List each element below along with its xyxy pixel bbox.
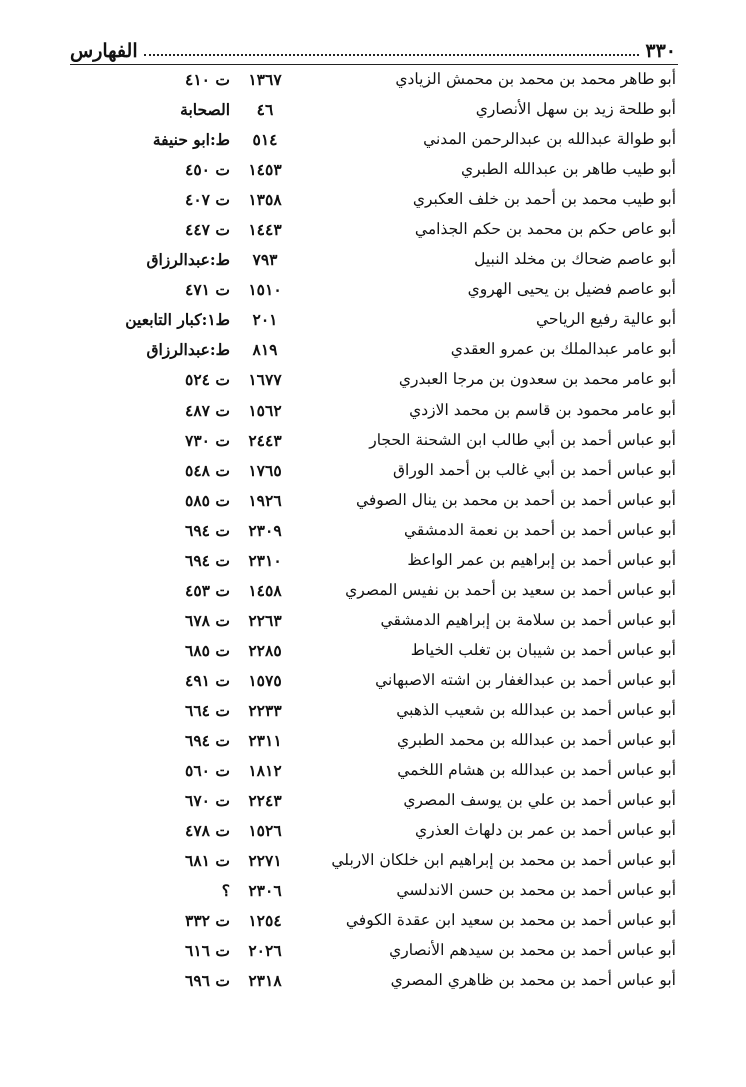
person-name: أبو عباس أحمد بن أحمد بن محمد بن ينال الصوفي: [355, 490, 676, 509]
entry-number: ١٥٦٢: [248, 400, 282, 420]
person-name: أبو عامر عبدالملك بن عمرو العقدي: [450, 340, 676, 359]
page-number: ٣٣٠: [645, 40, 676, 62]
index-row: [0, 276, 746, 306]
person-name: أبو عامر محمد بن سعدون بن مرجا العبدري: [398, 370, 676, 389]
person-name: أبو عباس أحمد بن محمد بن سيدهم الأنصاري: [389, 941, 676, 960]
death-year-or-class: ت ٥٦٠: [185, 761, 230, 781]
person-name: أبو عباس أحمد بن محمد بن حسن الاندلسي: [396, 881, 676, 900]
person-name: أبو عباس أحمد بن سلامة بن إبراهيم الدمشقي: [380, 610, 676, 629]
index-row: [0, 937, 746, 967]
person-name: أبو عباس أحمد بن محمد بن ظاهري المصري: [390, 971, 676, 990]
entry-number: ٢٢٤٣: [248, 791, 282, 811]
death-year-or-class: ط:عبدالرزاق: [146, 340, 230, 360]
death-year-or-class: الصحابة: [180, 100, 230, 120]
entry-number: ٢٢٨٥: [248, 640, 282, 660]
index-row: [0, 397, 746, 427]
person-name: أبو طيب محمد بن أحمد بن خلف العكبري: [412, 190, 676, 209]
person-name: أبو عباس أحمد بن محمد بن إبراهيم ابن خلكان الاربلي: [331, 851, 676, 870]
death-year-or-class: ت ٤٥٠: [185, 160, 230, 180]
person-name: أبو عباس أحمد بن عبدالله بن هشام اللخمي: [397, 761, 676, 780]
index-list: [0, 66, 746, 997]
death-year-or-class: ت ٤٩١: [185, 670, 230, 690]
entry-number: ٧٩٣: [252, 250, 278, 270]
entry-number: ١٢٥٤: [248, 911, 282, 931]
index-row: [0, 156, 746, 186]
death-year-or-class: ت ٦٧٠: [185, 791, 230, 811]
entry-number: ١٤٥٣: [248, 160, 282, 180]
index-row: [0, 547, 746, 577]
death-year-or-class: ت ٤٧٨: [185, 821, 230, 841]
entry-number: ٢٣٠٩: [248, 520, 282, 540]
index-row: [0, 487, 746, 517]
death-year-or-class: ت ٦٨٥: [185, 640, 230, 660]
index-row: [0, 757, 746, 787]
death-year-or-class: ت ٣٣٢: [185, 911, 230, 931]
death-year-or-class: ت ٧٣٠: [185, 430, 230, 450]
death-year-or-class: ت ٦١٦: [185, 941, 230, 961]
index-row: [0, 96, 746, 126]
entry-number: ٢٢٦٣: [248, 610, 282, 630]
person-name: أبو عاص حكم بن محمد بن حكم الجذامي: [414, 220, 676, 239]
person-name: أبو عباس أحمد بن عبدالله بن شعيب الذهبي: [396, 700, 676, 719]
entry-number: ١٥٧٥: [248, 670, 282, 690]
index-row: [0, 366, 746, 396]
person-name: أبو عامر محمود بن قاسم بن محمد الازدي: [409, 400, 676, 419]
index-row: [0, 877, 746, 907]
person-name: أبو عباس أحمد بن أحمد بن نعمة الدمشقي: [404, 520, 676, 539]
person-name: أبو عباس أحمد بن إبراهيم بن عمر الواعظ: [407, 550, 676, 569]
person-name: أبو عباس أحمد بن أبي طالب ابن الشحنة الحجار: [369, 430, 676, 449]
death-year-or-class: ت ٤٥٣: [185, 580, 230, 600]
page-header: [70, 38, 676, 62]
section-title: الفهارس: [70, 40, 138, 62]
entry-number: ٢٠١: [252, 310, 278, 330]
person-name: أبو عباس أحمد بن علي بن يوسف المصري: [403, 791, 676, 810]
death-year-or-class: ت ٦٦٤: [185, 700, 230, 720]
death-year-or-class: ط:ابو حنيفة: [152, 130, 230, 150]
death-year-or-class: ت ٦٩٤: [185, 520, 230, 540]
death-year-or-class: ت ٤٤٧: [185, 220, 230, 240]
index-row: [0, 216, 746, 246]
index-row: [0, 517, 746, 547]
person-name: أبو عباس أحمد بن عمر بن دلهاث العذري: [414, 821, 676, 840]
entry-number: ١٧٦٥: [248, 460, 282, 480]
entry-number: ٤٦: [256, 100, 274, 120]
index-row: [0, 126, 746, 156]
index-row: [0, 186, 746, 216]
entry-number: ٢٣٠٦: [248, 881, 282, 901]
index-row: [0, 907, 746, 937]
index-row: [0, 306, 746, 336]
entry-number: ٢٣١٠: [248, 550, 282, 570]
person-name: أبو عباس أحمد بن محمد بن سعيد ابن عقدة الكوفي: [345, 911, 676, 930]
entry-number: ١٤٥٨: [248, 580, 282, 600]
entry-number: ١٤٤٣: [248, 220, 282, 240]
index-row: [0, 246, 746, 276]
index-row: [0, 697, 746, 727]
death-year-or-class: ت ٥٢٤: [185, 370, 230, 390]
index-row: [0, 637, 746, 667]
entry-number: ٨١٩: [252, 340, 278, 360]
death-year-or-class: ت ٤٠٧: [185, 190, 230, 210]
index-row: [0, 667, 746, 697]
death-year-or-class: ت ٤٨٧: [185, 400, 230, 420]
entry-number: ٢٢٣٣: [248, 700, 282, 720]
index-row: [0, 727, 746, 757]
person-name: أبو عباس أحمد بن سعيد بن أحمد بن نفيس المصري: [345, 580, 676, 599]
person-name: أبو طاهر محمد بن محمد بن محمش الزيادي: [395, 70, 676, 88]
person-name: أبو عباس أحمد بن عبدالله بن محمد الطبري: [397, 731, 676, 750]
person-name: أبو عاصم ضحاك بن مخلد النبيل: [474, 250, 676, 269]
entry-number: ٢٠٢٦: [248, 941, 282, 961]
person-name: أبو عباس أحمد بن عبدالغفار بن اشته الاصبهاني: [375, 670, 676, 689]
index-row: [0, 577, 746, 607]
person-name: أبو طلحة زيد بن سهل الأنصاري: [475, 100, 676, 119]
index-row: [0, 817, 746, 847]
index-row: [0, 847, 746, 877]
person-name: أبو عباس أحمد بن شيبان بن تغلب الخياط: [410, 640, 676, 659]
death-year-or-class: ت ٥٨٥: [185, 490, 230, 510]
entry-number: ٢٣١١: [248, 731, 282, 751]
entry-number: ١٩٢٦: [248, 490, 282, 510]
dotted-leader: [144, 54, 640, 56]
person-name: أبو طوالة عبدالله بن عبدالرحمن المدني: [423, 130, 676, 149]
death-year-or-class: ط١:كبار التابعين: [125, 310, 230, 330]
death-year-or-class: ط:عبدالرزاق: [146, 250, 230, 270]
entry-number: ٢٣١٨: [248, 971, 282, 991]
death-year-or-class: ت ٥٤٨: [185, 460, 230, 480]
death-year-or-class: ت ٦٩٤: [185, 550, 230, 570]
person-name: أبو طيب طاهر بن عبدالله الطبري: [460, 160, 676, 179]
index-row: [0, 787, 746, 817]
entry-number: ٢٢٧١: [248, 851, 282, 871]
entry-number: ١٣٥٨: [248, 190, 282, 210]
index-row: [0, 427, 746, 457]
death-year-or-class: ت ٤٧١: [185, 280, 230, 300]
death-year-or-class: ت ٦٨١: [185, 851, 230, 871]
person-name: أبو عالية رفيع الرياحي: [535, 310, 676, 329]
index-row: [0, 66, 746, 96]
entry-number: ٥١٤: [252, 130, 278, 150]
index-row: [0, 967, 746, 997]
entry-number: ١٦٧٧: [248, 370, 282, 390]
index-row: [0, 607, 746, 637]
entry-number: ١٥٢٦: [248, 821, 282, 841]
entry-number: ١٨١٢: [248, 761, 282, 781]
index-row: [0, 457, 746, 487]
header-rule: [70, 64, 678, 65]
death-year-or-class: ت ٦٩٤: [185, 731, 230, 751]
index-row: [0, 336, 746, 366]
death-year-or-class: ؟: [221, 881, 230, 901]
entry-number: ١٥١٠: [248, 280, 282, 300]
death-year-or-class: ت ٦٧٨: [185, 610, 230, 630]
death-year-or-class: ت ٦٩٦: [185, 971, 230, 991]
person-name: أبو عباس أحمد بن أبي غالب بن أحمد الوراق: [393, 460, 676, 479]
death-year-or-class: ت ٤١٠: [185, 70, 230, 89]
entry-number: ١٣٦٧: [248, 70, 282, 89]
entry-number: ٢٤٤٣: [248, 430, 282, 450]
person-name: أبو عاصم فضيل بن يحيى الهروي: [467, 280, 676, 299]
